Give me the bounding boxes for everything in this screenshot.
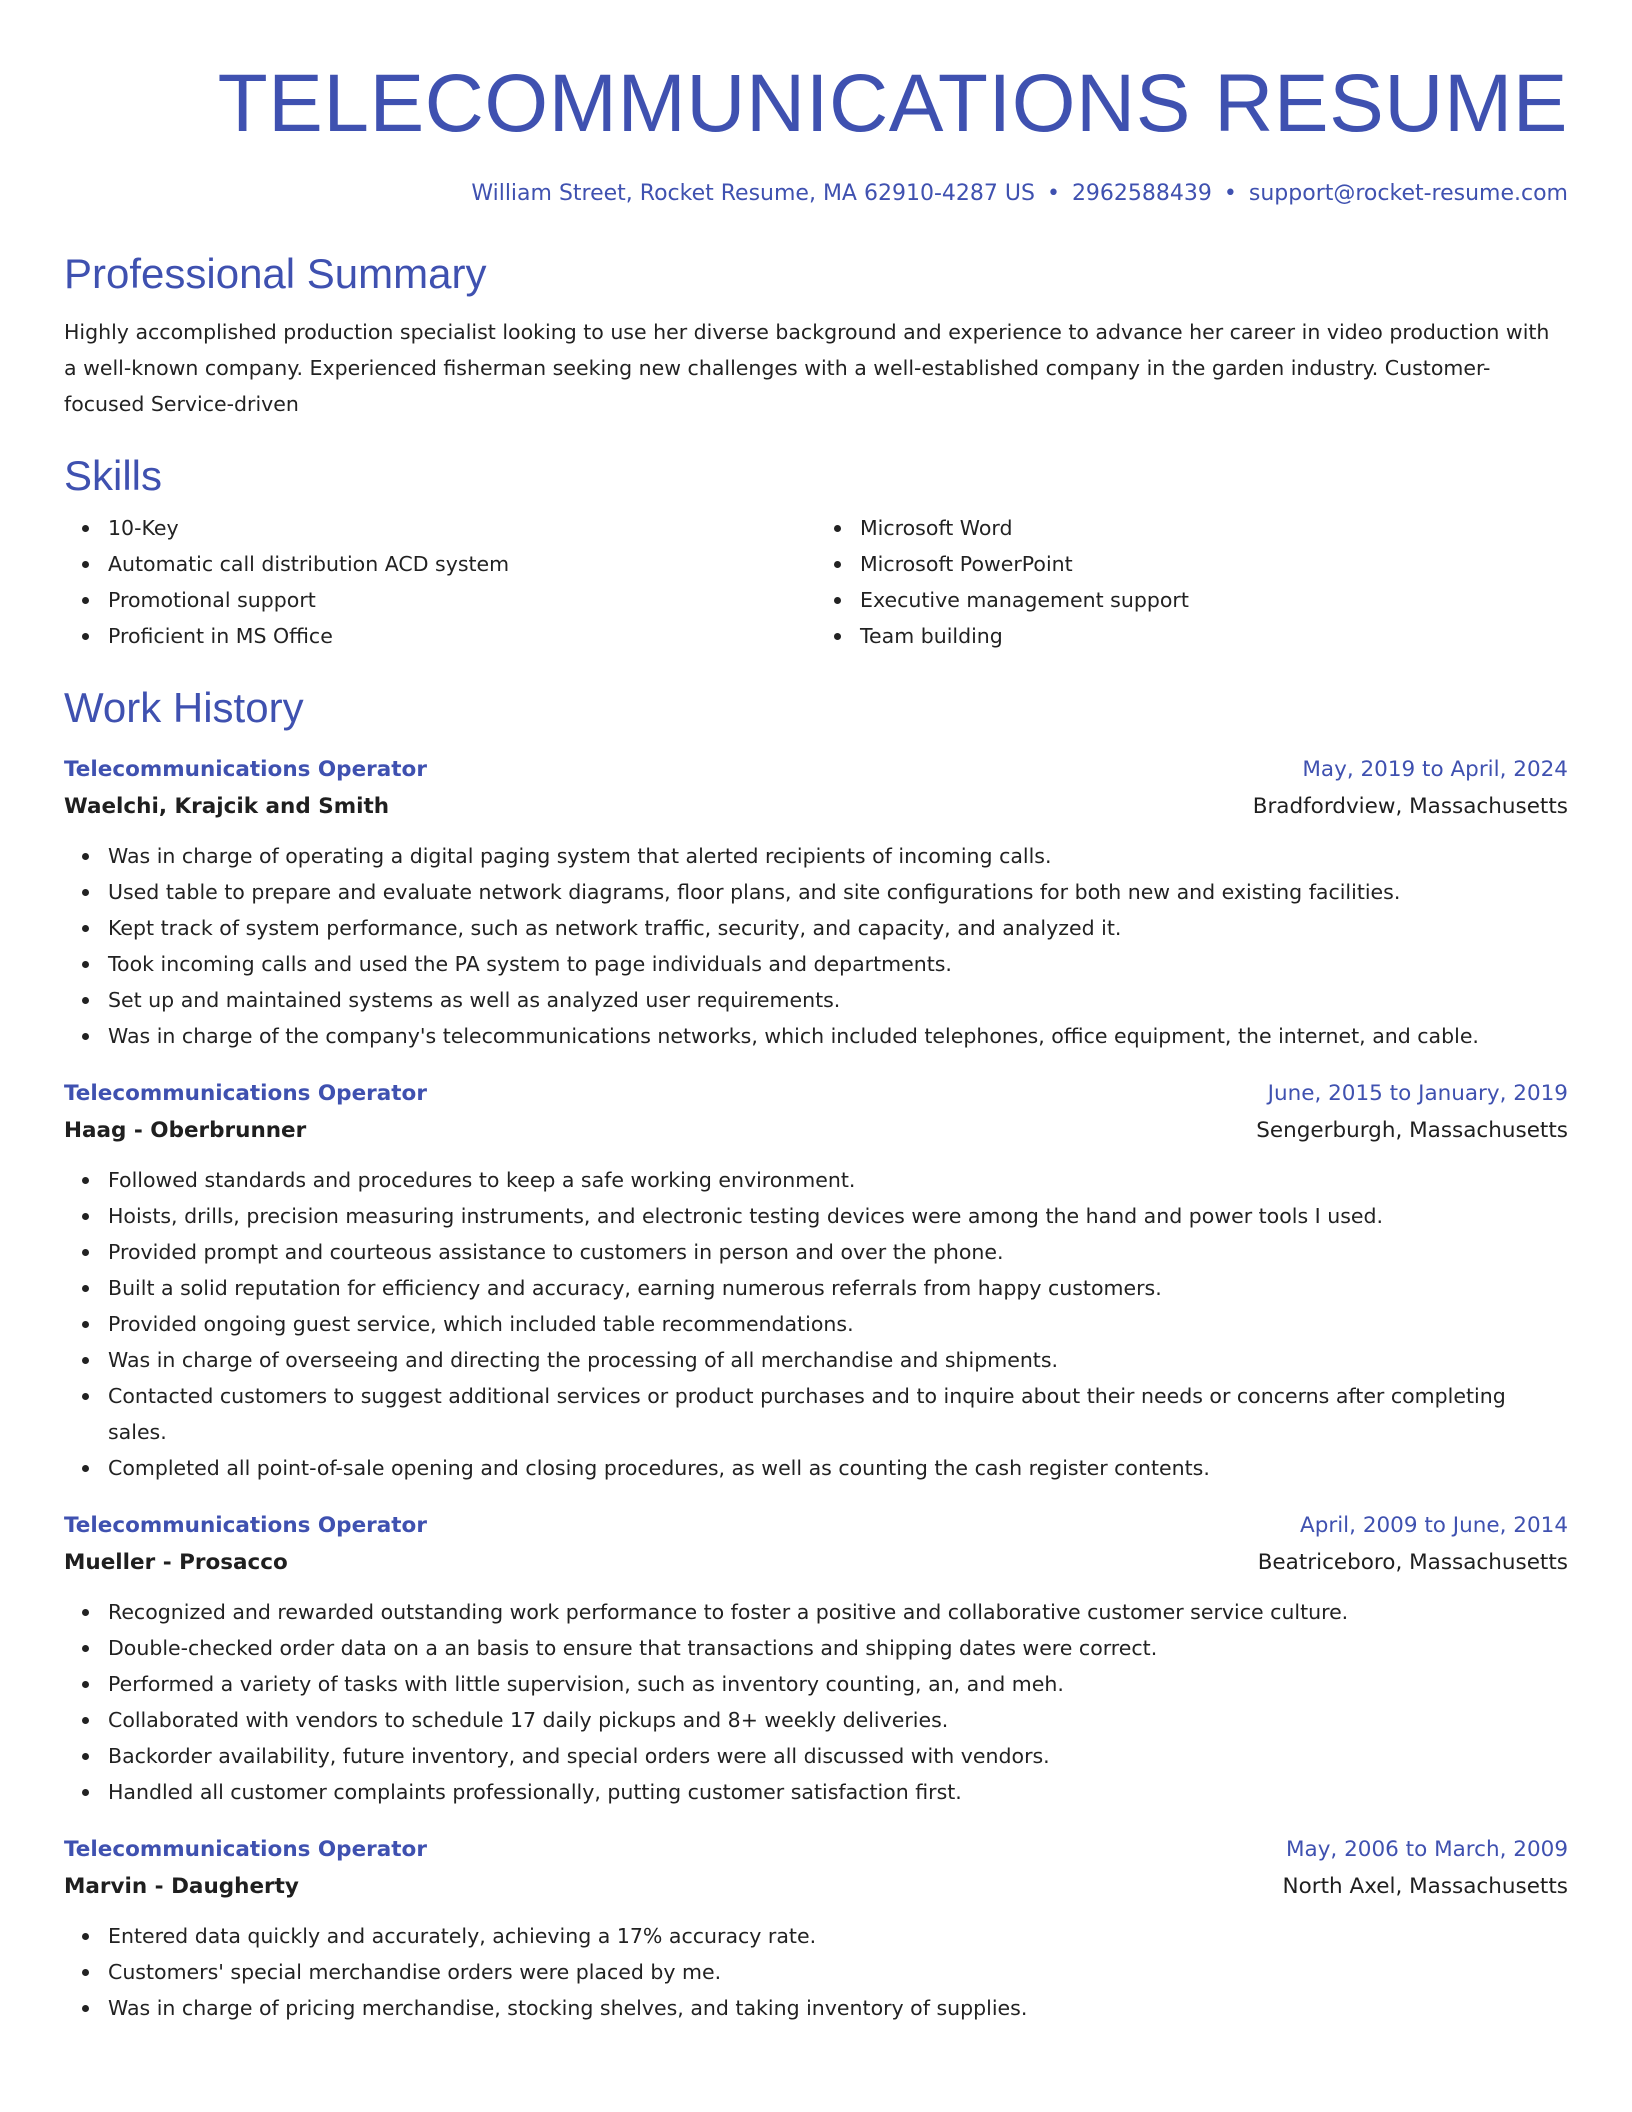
skills-list-right xyxy=(816,510,1568,654)
skills-list-left xyxy=(64,510,816,654)
job-bullet: Entered data quickly and accurately, achieving a 17% accuracy rate. xyxy=(108,1918,1568,1954)
job-location: North Axel, Massachusetts xyxy=(1282,1874,1568,1899)
job-bullet: Set up and maintained systems as well as analyzed user requirements. xyxy=(108,982,1568,1018)
contact-email: support@rocket-resume.com xyxy=(1248,181,1568,206)
job-bullet: Handled all customer complaints professionally, putting customer satisfaction first. xyxy=(108,1774,1568,1810)
job-bullets xyxy=(64,1918,1568,2026)
contact-separator: • xyxy=(1046,181,1060,206)
job-company: Waelchi, Krajcik and Smith xyxy=(64,794,390,819)
job-bullet: Used table to prepare and evaluate network diagrams, floor plans, and site configurations for both new and existing facilities. xyxy=(108,874,1568,910)
job-entry xyxy=(64,752,1568,1054)
job-location: Beatriceboro, Massachusetts xyxy=(1257,1550,1568,1575)
job-bullet: Contacted customers to suggest additional services or product purchases and to inquire about their needs or concerns after completing sales. xyxy=(108,1378,1568,1450)
job-bullet: Backorder availability, future inventory, and special orders were all discussed with vendors. xyxy=(108,1738,1568,1774)
skill-item: 10-Key xyxy=(108,510,816,546)
work-history-heading: Work History xyxy=(64,684,304,731)
job-bullets xyxy=(64,1162,1568,1486)
job-header-row xyxy=(64,752,1568,788)
job-bullet: Hoists, drills, precision measuring instruments, and electronic testing devices were among the hand and power tools I used. xyxy=(108,1198,1568,1234)
job-bullet: Collaborated with vendors to schedule 17 daily pickups and 8+ weekly deliveries. xyxy=(108,1702,1568,1738)
job-dates: May, 2006 to March, 2009 xyxy=(1285,1837,1568,1862)
job-bullet: Was in charge of overseeing and directing the processing of all merchandise and shipments. xyxy=(108,1342,1568,1378)
skill-item: Microsoft PowerPoint xyxy=(860,546,1568,582)
job-bullet: Recognized and rewarded outstanding work performance to foster a positive and collaborative customer service culture. xyxy=(108,1594,1568,1630)
job-bullet: Was in charge of operating a digital paging system that alerted recipients of incoming calls. xyxy=(108,838,1568,874)
job-company-row xyxy=(64,1868,1568,1906)
summary-text: Highly accomplished production specialist looking to use her diverse background and experience to advance her career in video production with a well-known company. Experienced fisherman seeking new challenges with a well-established company in the garden industry. Customer-focused Service-driven xyxy=(64,320,1550,416)
job-bullets xyxy=(64,1594,1568,1810)
job-bullets xyxy=(64,838,1568,1054)
job-company: Marvin - Daugherty xyxy=(64,1874,299,1899)
job-company: Mueller - Prosacco xyxy=(64,1550,288,1575)
job-title: Telecommunications Operator xyxy=(64,1513,427,1538)
contact-separator: • xyxy=(1223,181,1237,206)
job-header-row xyxy=(64,1508,1568,1544)
job-title: Telecommunications Operator xyxy=(64,1081,427,1106)
job-title: Telecommunications Operator xyxy=(64,1837,427,1862)
job-title: Telecommunications Operator xyxy=(64,757,427,782)
job-bullet: Double-checked order data on a an basis to ensure that transactions and shipping dates were correct. xyxy=(108,1630,1568,1666)
job-company-row xyxy=(64,1544,1568,1582)
skill-item: Microsoft Word xyxy=(860,510,1568,546)
job-company-row xyxy=(64,1112,1568,1150)
skill-item: Proficient in MS Office xyxy=(108,618,816,654)
skill-item: Automatic call distribution ACD system xyxy=(108,546,816,582)
skills-heading: Skills xyxy=(64,452,163,499)
job-bullet: Provided prompt and courteous assistance to customers in person and over the phone. xyxy=(108,1234,1568,1270)
job-bullet: Built a solid reputation for efficiency and accuracy, earning numerous referrals from happy customers. xyxy=(108,1270,1568,1306)
job-location: Bradfordview, Massachusetts xyxy=(1252,794,1568,819)
job-bullet: Provided ongoing guest service, which included table recommendations. xyxy=(108,1306,1568,1342)
job-bullet: Took incoming calls and used the PA system to page individuals and departments. xyxy=(108,946,1568,982)
job-bullet: Followed standards and procedures to keep a safe working environment. xyxy=(108,1162,1568,1198)
job-location: Sengerburgh, Massachusetts xyxy=(1256,1118,1568,1143)
job-header-row xyxy=(64,1832,1568,1868)
resume-title: TELECOMMUNICATIONS RESUME xyxy=(217,58,1568,149)
summary-heading: Professional Summary xyxy=(64,250,487,297)
resume-page xyxy=(64,0,1568,2026)
skill-item: Executive management support xyxy=(860,582,1568,618)
job-bullet: Was in charge of pricing merchandise, stocking shelves, and taking inventory of supplies. xyxy=(108,1990,1568,2026)
job-bullet: Completed all point-of-sale opening and closing procedures, as well as counting the cash register contents. xyxy=(108,1450,1568,1486)
contact-line xyxy=(64,178,1568,210)
job-bullet: Customers' special merchandise orders were placed by me. xyxy=(108,1954,1568,1990)
job-entry xyxy=(64,1076,1568,1486)
job-bullet: Performed a variety of tasks with little supervision, such as inventory counting, an, and meh. xyxy=(108,1666,1568,1702)
job-company: Haag - Oberbrunner xyxy=(64,1118,307,1143)
job-header-row xyxy=(64,1076,1568,1112)
contact-address: William Street, Rocket Resume, MA 62910-4287 US xyxy=(471,181,1035,206)
job-company-row xyxy=(64,788,1568,826)
job-bullet: Kept track of system performance, such as network traffic, security, and capacity, and analyzed it. xyxy=(108,910,1568,946)
job-bullet: Was in charge of the company's telecommunications networks, which included telephones, office equipment, the internet, and cable. xyxy=(108,1018,1568,1054)
job-dates: June, 2015 to January, 2019 xyxy=(1267,1081,1568,1106)
job-dates: May, 2019 to April, 2024 xyxy=(1302,757,1568,782)
resume-header xyxy=(64,0,1568,210)
contact-phone: 2962588439 xyxy=(1071,181,1212,206)
skill-item: Team building xyxy=(860,618,1568,654)
job-entry xyxy=(64,1508,1568,1810)
job-dates: April, 2009 to June, 2014 xyxy=(1300,1513,1568,1538)
skill-item: Promotional support xyxy=(108,582,816,618)
skills-grid xyxy=(64,510,1568,654)
job-entry xyxy=(64,1832,1568,2026)
